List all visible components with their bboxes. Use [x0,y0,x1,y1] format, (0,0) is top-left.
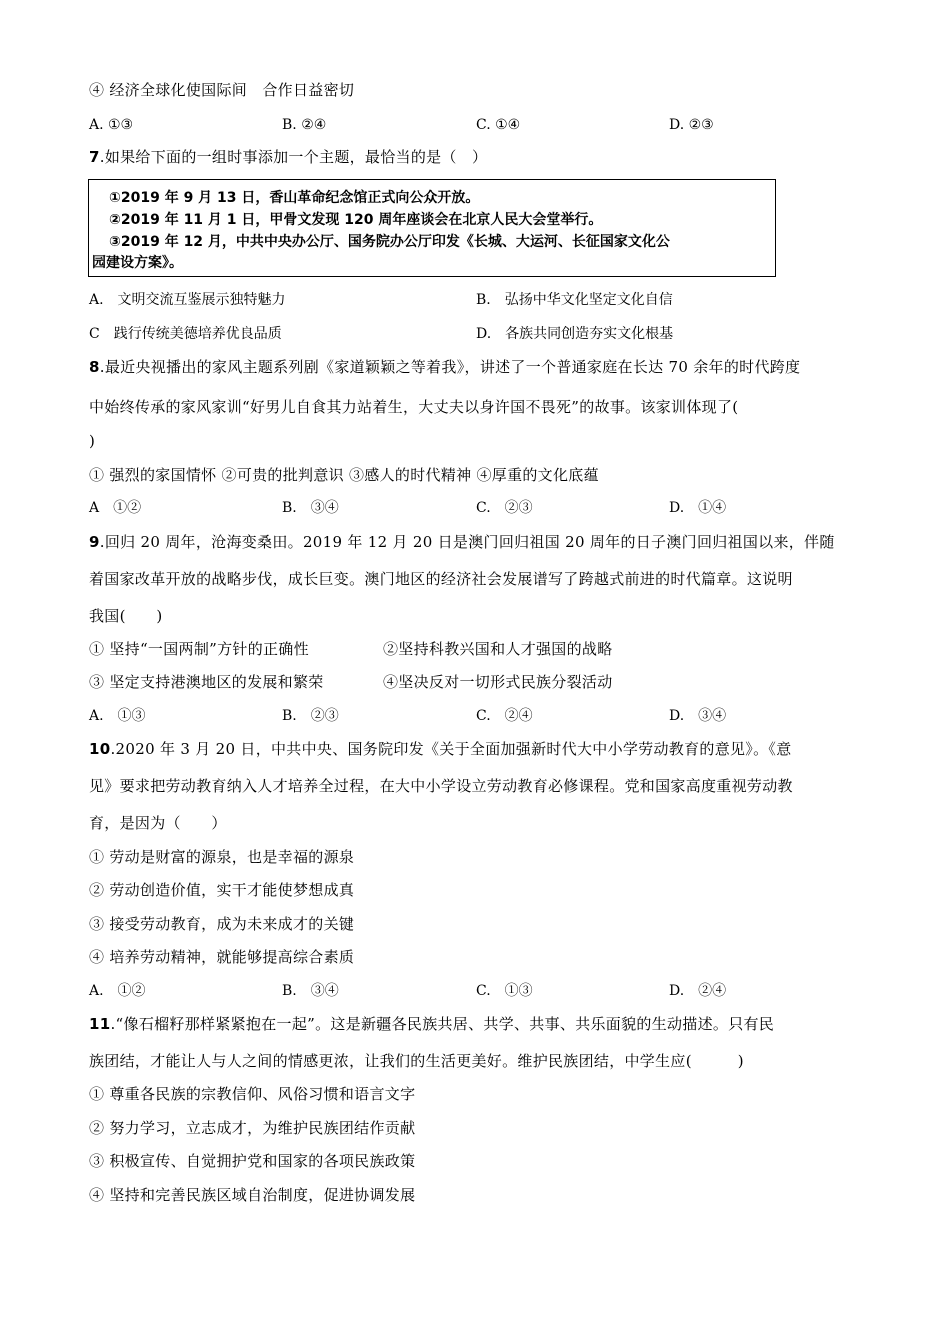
q11-number: 11 [89,1015,111,1033]
q8-option-b[interactable]: B. ③④ [282,500,339,516]
q8-stem-line-2: 中始终传承的家风家训“好男儿自食其力站着生，大丈夫以身许国不畏死”的故事。该家训体现了( [89,398,739,416]
q11-statement-2: ② 努力学习，立志成才，为维护民族团结作贡献 [89,1119,416,1137]
q11-stem-line-2: 族团结，才能让人与人之间的情感更浓，让我们的生活更美好。维护民族团结，中学生应( ) [89,1052,744,1070]
q11-statement-3: ③ 积极宣传、自觉拥护党和国家的各项民族政策 [89,1152,416,1170]
q7-option-c[interactable]: C 践行传统美德培养优良品质 [89,326,282,342]
q10-statement-3: ③ 接受劳动教育，成为未来成才的关键 [89,915,355,933]
q10-stem-line-2: 见》要求把劳动教育纳入人才培养全过程，在大中小学设立劳动教育必修课程。党和国家高度重视劳动教 [89,777,793,795]
q7-box-line-1: ①2019 年 9 月 13 日，香山革命纪念馆正式向公众开放。 [109,190,480,206]
q11-stem-line-1 [89,1014,774,1034]
q10-option-a[interactable]: A. ①② [89,983,146,999]
q7-box-line-4: 园建设方案》。 [92,255,183,271]
q9-option-c[interactable]: C. ②④ [476,708,533,724]
q9-option-a[interactable]: A. ①③ [89,708,146,724]
q9-stem-line-3: 我国( ) [89,607,163,625]
q8-statements: ① 强烈的家国情怀 ②可贵的批判意识 ③感人的时代精神 ④厚重的文化底蕴 [89,466,599,484]
q8-stem-line-3: ) [89,432,96,450]
q9-option-b[interactable]: B. ②③ [282,708,339,724]
q8-option-a[interactable]: A ①② [89,500,142,516]
q8-stem-line-1 [89,357,800,377]
q8-stem-text: .最近央视播出的家风主题系列剧《家道颖颖之等着我》，讲述了一个普通家庭在长达 70 余年的时代跨度 [99,358,801,376]
q7-option-a[interactable]: A. 文明交流互鉴展示独特魅力 [89,292,286,308]
q10-option-b[interactable]: B. ③④ [282,983,339,999]
q6-option-c[interactable]: C. ①④ [476,117,521,133]
q7-option-d[interactable]: D. 各族共同创造夯实文化根基 [476,326,674,342]
q8-number: 8 [89,358,100,376]
q9-stem-line-2: 着国家改革开放的战略步伐，成长巨变。澳门地区的经济社会发展谱写了跨越式前进的时代篇章。这说明 [89,570,793,588]
q10-stem-line-1 [89,739,792,759]
q10-option-c[interactable]: C. ①③ [476,983,533,999]
q9-stem-line-1 [89,532,835,552]
q10-option-d[interactable]: D. ②④ [669,983,727,999]
q6-option-a[interactable]: A. ①③ [89,117,134,133]
q9-statement-4: ④坚决反对一切形式民族分裂活动 [383,673,613,691]
q9-stem-text: .回归 20 周年，沧海变桑田。2019 年 12 月 20 日是澳门回归祖国 20 周年的日子澳门回归祖国以来，伴随 [99,533,835,551]
q10-statement-2: ② 劳动创造价值，实干才能使梦想成真 [89,881,355,899]
q6-statement-4: ④ 经济全球化使国际间 合作日益密切 [89,81,355,99]
q11-stem-text: .“像石榴籽那样紧紧抱在一起”。这是新疆各民族共居、共学、共事、共乐面貌的生动描述。只有民 [110,1015,775,1033]
q7-option-b[interactable]: B. 弘扬中华文化坚定文化自信 [476,292,673,308]
q7-number: 7 [89,148,100,166]
q7-box-line-2: ②2019 年 11 月 1 日，甲骨文发现 120 周年座谈会在北京人民大会堂举行。 [109,212,603,228]
q10-number: 10 [89,740,111,758]
q9-statement-3: ③ 坚定支持港澳地区的发展和繁荣 [89,673,324,691]
q9-number: 9 [89,533,100,551]
q6-option-d[interactable]: D. ②③ [669,117,714,133]
q7-news-box [88,179,776,277]
q8-option-d[interactable]: D. ①④ [669,500,727,516]
q6-option-b[interactable]: B. ②④ [282,117,327,133]
q10-statement-1: ① 劳动是财富的源泉，也是幸福的源泉 [89,848,355,866]
q9-statement-2: ②坚持科教兴国和人才强国的战略 [383,640,613,658]
q10-stem-text: .2020 年 3 月 20 日，中共中央、国务院印发《关于全面加强新时代大中小学劳动教育的意见》。《意 [110,740,792,758]
q7-stem [89,147,487,167]
q7-stem-text: .如果给下面的一组时事添加一个主题，最恰当的是（ ） [99,148,488,166]
q7-box-line-3: ③2019 年 12 月，中共中央办公厅、国务院办公厅印发《长城、大运河、长征国家文化公 [109,234,670,250]
q11-statement-1: ① 尊重各民族的宗教信仰、风俗习惯和语言文字 [89,1085,416,1103]
q10-stem-line-3: 育，是因为（ ） [89,814,227,832]
q11-statement-4: ④ 坚持和完善民族区域自治制度，促进协调发展 [89,1186,416,1204]
q10-statement-4: ④ 培养劳动精神，就能够提高综合素质 [89,948,355,966]
q8-option-c[interactable]: C. ②③ [476,500,533,516]
q9-option-d[interactable]: D. ③④ [669,708,727,724]
q9-statement-1: ① 坚持“一国两制”方针的正确性 [89,640,309,658]
